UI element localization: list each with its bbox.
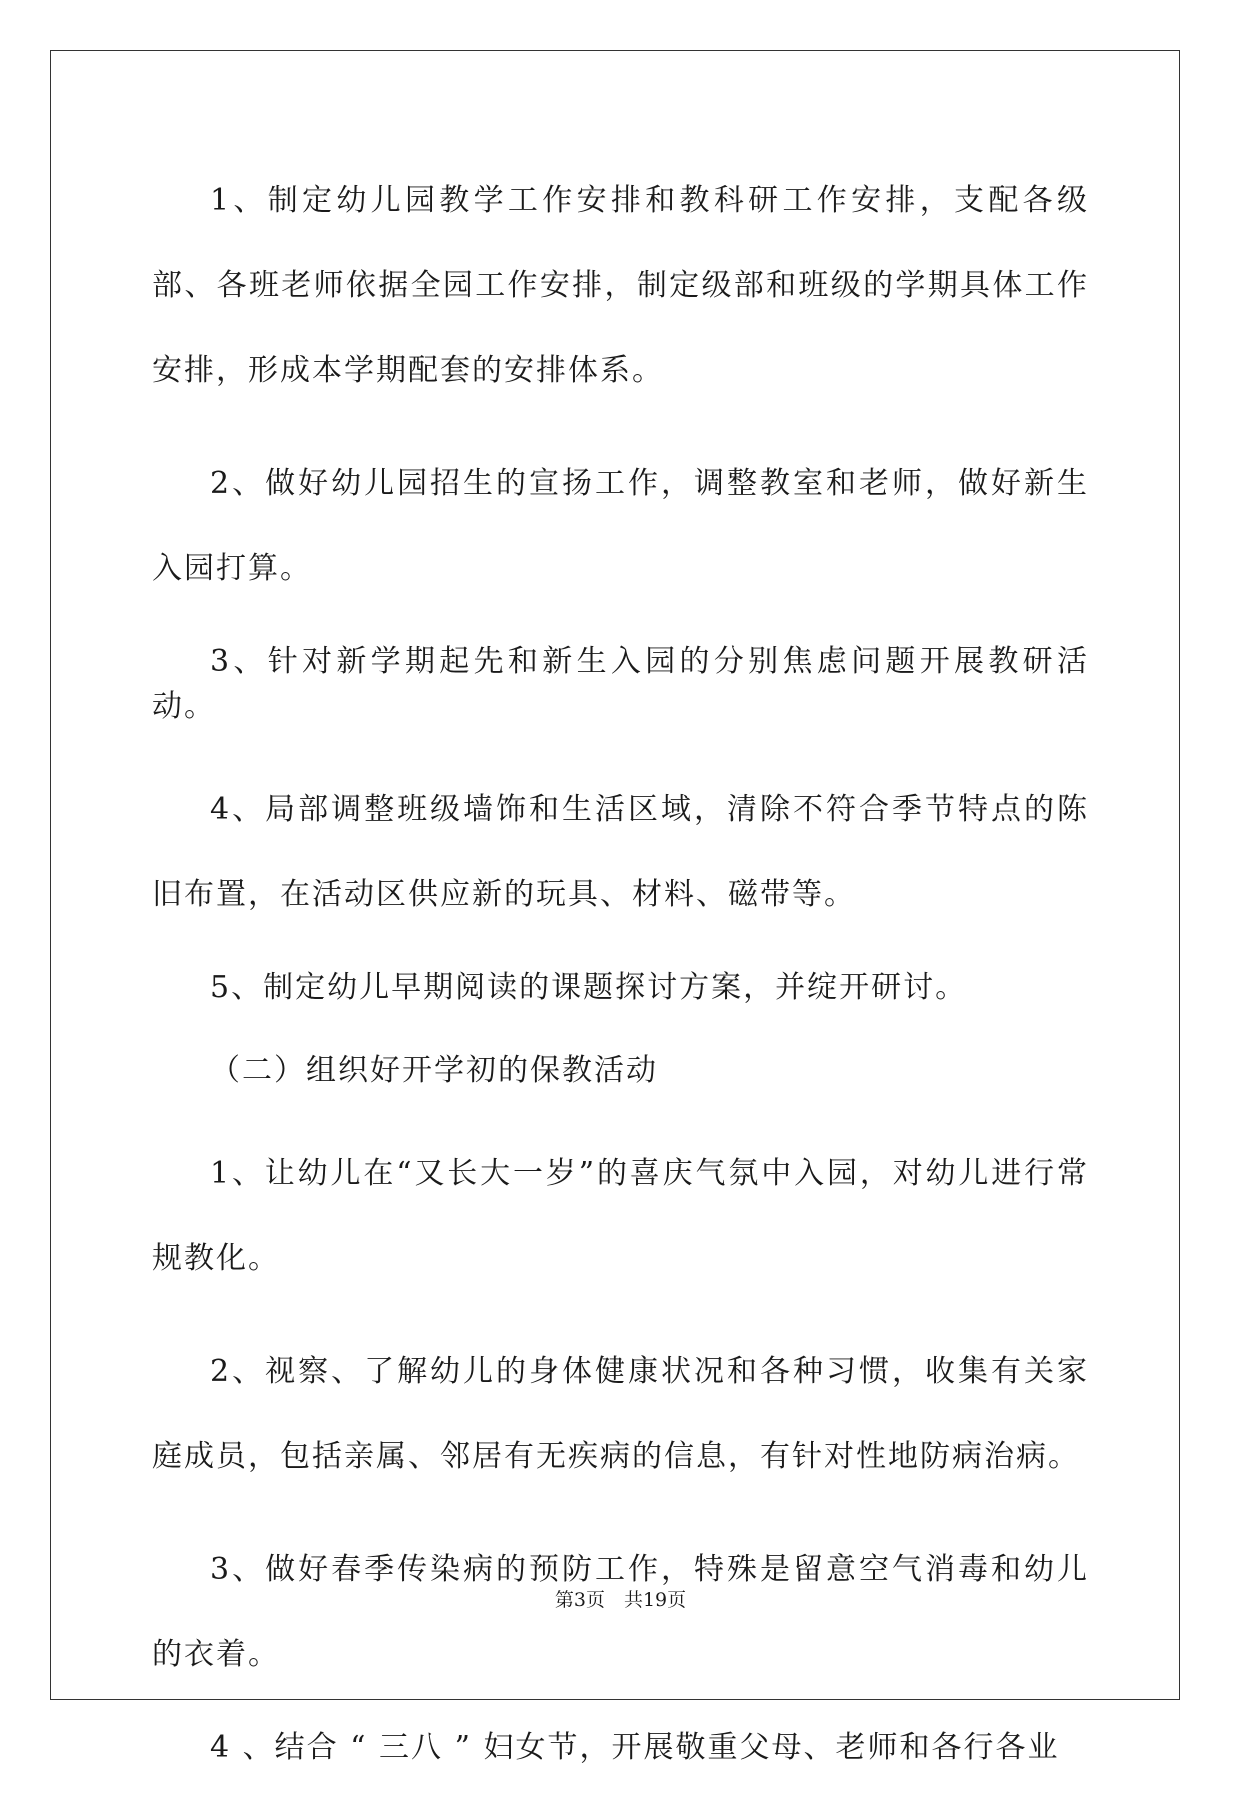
paragraph-7: 2、视察、了解幼儿的身体健康状况和各种习惯，收集有关家庭成员，包括亲属、邻居有无疾病的信息，有针对性地防病治病。 [152, 1354, 1089, 1474]
paragraph-3: 3、针对新学期起先和新生入园的分别焦虑问题开展教研活动。 [152, 644, 1089, 724]
paragraph-8: 3、做好春季传染病的预防工作，特殊是留意空气消毒和幼儿的衣着。 [152, 1552, 1089, 1672]
paragraph-5: 5、制定幼儿早期阅读的课题探讨方案，并绽开研讨。 [210, 970, 968, 1005]
paragraph-1: 1、制定幼儿园教学工作安排和教科研工作安排，支配各级部、各班老师依据全园工作安排，制定级部和班级的学期具体工作安排，形成本学期配套的安排体系。 [152, 183, 1089, 388]
paragraph-6: 1、让幼儿在“又长大一岁”的喜庆气氛中入园，对幼儿进行常规教化。 [152, 1156, 1089, 1276]
document-body [152, 158, 1089, 1808]
section-heading: （二）组织好开学初的保教活动 [210, 1053, 658, 1088]
paragraph-9: 4 、结合 “ 三八 ” 妇女节，开展敬重父母、老师和各行各业 [210, 1730, 1060, 1765]
page-number: 第3页 共19页 [554, 1589, 687, 1611]
paragraph-2: 2、做好幼儿园招生的宣扬工作，调整教室和老师，做好新生入园打算。 [152, 466, 1089, 586]
paragraph-4: 4、局部调整班级墙饰和生活区域，清除不符合季节特点的陈旧布置，在活动区供应新的玩具、材料、磁带等。 [152, 792, 1089, 912]
